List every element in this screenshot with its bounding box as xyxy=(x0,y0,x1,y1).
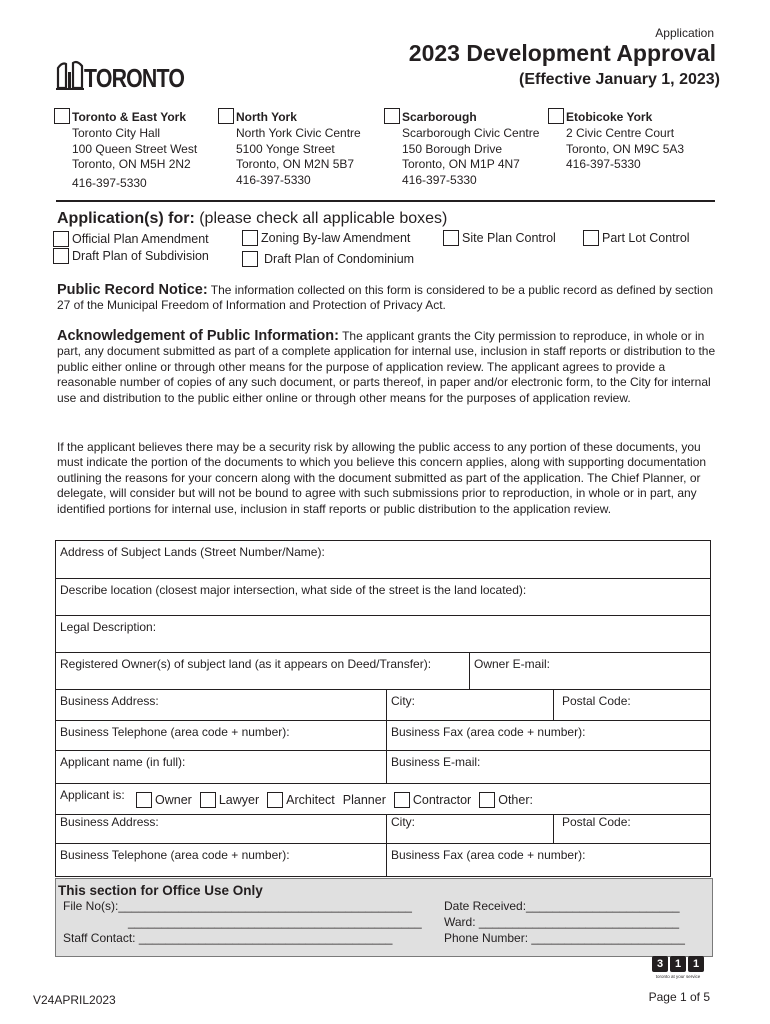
form-row-address xyxy=(56,541,710,579)
checkbox-label: Draft Plan of Condominium xyxy=(264,252,415,266)
application-for-label: Application(s) for: xyxy=(57,210,195,227)
application-for-instructions: (please check all applicable boxes) xyxy=(199,210,448,227)
city-field[interactable] xyxy=(386,690,553,720)
checkbox-label: Zoning By-law Amendment xyxy=(261,231,411,245)
field-label: Business Fax (area code + number): xyxy=(391,848,586,862)
checkbox-draft-plan-condominium[interactable] xyxy=(242,251,414,267)
business-fax-field[interactable] xyxy=(386,721,710,750)
checkbox-site-plan-control[interactable] xyxy=(443,230,556,246)
office-use-title: This section for Office Use Only xyxy=(58,883,263,898)
checkbox-label: Part Lot Control xyxy=(602,231,690,245)
office-phone: 416-397-5330 xyxy=(236,172,311,187)
office-address-line: Toronto, ON M1P 4N7 xyxy=(402,157,520,171)
field-label: Owner E-mail: xyxy=(474,657,551,671)
field-label: Business Telephone (area code + number): xyxy=(60,848,290,862)
office-address-line: Toronto, ON M2N 5B7 xyxy=(236,157,355,171)
office-address-line: Toronto City Hall xyxy=(72,126,161,140)
form-row-legal xyxy=(56,616,710,653)
form-row-business-phone xyxy=(56,721,710,751)
field-label: Applicant is: xyxy=(60,788,125,802)
checkbox-box[interactable] xyxy=(53,231,69,247)
office-name: Etobicoke York xyxy=(566,110,653,124)
field-label: Address of Subject Lands (Street Number/Name): xyxy=(60,545,325,559)
applicant-fax-field[interactable] xyxy=(386,844,710,876)
office-checkbox-etobicoke-york[interactable] xyxy=(548,108,564,124)
legal-description-field[interactable] xyxy=(56,616,710,652)
office-address-line: Toronto, ON M5H 2N2 xyxy=(72,157,191,171)
field-label: Business Fax (area code + number): xyxy=(391,725,586,739)
field-label: City: xyxy=(391,694,415,708)
page-number: Page 1 of 5 xyxy=(648,990,710,1004)
acknowledgement-notice xyxy=(57,329,717,406)
ward-field[interactable]: Ward: ______________________________ xyxy=(444,915,680,929)
field-label: Postal Code: xyxy=(562,815,631,829)
office-address-line: 5100 Yonge Street xyxy=(236,141,335,156)
public-record-notice xyxy=(57,283,717,314)
office-address-line: Toronto, ON M9C 5A3 xyxy=(566,141,685,156)
field-label: Registered Owner(s) of subject land (as it appears on Deed/Transfer): xyxy=(60,657,432,671)
checkbox-other[interactable] xyxy=(479,792,533,808)
checkbox-contractor[interactable] xyxy=(394,792,471,808)
page-title: 2023 Development Approval xyxy=(408,40,716,66)
checkbox-box[interactable] xyxy=(583,230,599,246)
acknowledgement-heading: Acknowledgement of Public Information: xyxy=(57,328,339,344)
office-phone: 416-397-5330 xyxy=(72,175,147,190)
postal-code-field[interactable] xyxy=(553,690,710,720)
office-phone: 416-397-5330 xyxy=(566,157,641,171)
owner-email-field[interactable] xyxy=(469,653,710,689)
form-row-owner xyxy=(56,653,710,690)
checkbox-label: Planner xyxy=(342,793,386,807)
city-hall-icon xyxy=(56,60,84,90)
checkbox-label: Architect xyxy=(286,793,335,807)
field-label: Business Telephone (area code + number): xyxy=(60,725,290,739)
office-address-line: 100 Queen Street West xyxy=(72,141,198,156)
field-label: Business E-mail: xyxy=(391,755,481,769)
checkbox-box[interactable] xyxy=(242,230,258,246)
office-checkbox-toronto-east-york[interactable] xyxy=(54,108,70,124)
field-label: Postal Code: xyxy=(562,694,631,708)
checkbox-box[interactable] xyxy=(443,230,459,246)
field-label: Legal Description: xyxy=(60,620,157,634)
badge-digit: 1 xyxy=(688,956,704,972)
checkbox-box[interactable] xyxy=(136,792,152,808)
version-label: V24APRIL2023 xyxy=(33,993,116,1007)
badge-digit: 1 xyxy=(670,956,686,972)
public-record-text: The information collected on this form is considered to be a public record as defined by section 27 of the Municipal Freedom of Information and Protection of Privacy Act. xyxy=(57,283,714,313)
application-form xyxy=(55,540,711,877)
business-email-field[interactable] xyxy=(386,751,710,783)
checkbox-box[interactable] xyxy=(242,251,258,267)
form-row-business-address xyxy=(56,690,710,721)
checkbox-owner[interactable] xyxy=(136,792,192,808)
owner-field[interactable] xyxy=(56,653,469,689)
phone-number-field[interactable]: Phone Number: _______________________ xyxy=(444,931,685,945)
office-checkbox-scarborough[interactable] xyxy=(384,108,400,124)
file-number-field-line2[interactable]: ____________________________________________ xyxy=(128,915,422,929)
office-address-line: North York Civic Centre xyxy=(236,126,361,140)
form-row-applicant-business-address xyxy=(56,815,710,844)
badge-tagline: toronto at your service xyxy=(655,974,701,979)
header-divider xyxy=(56,200,715,202)
application-for-heading xyxy=(57,210,447,228)
location-field[interactable] xyxy=(56,579,710,615)
form-row-applicant-phone xyxy=(56,844,710,876)
checkbox-box[interactable] xyxy=(53,248,69,264)
field-label: Business Address: xyxy=(60,694,159,708)
checkbox-part-lot-control[interactable] xyxy=(583,230,690,246)
logo-wordmark: TORONTO xyxy=(84,63,185,93)
office-address-line: Scarborough Civic Centre xyxy=(402,126,540,140)
toronto-logo xyxy=(56,60,185,96)
office-phone: 416-397-5330 xyxy=(402,172,477,187)
field-label: Describe location (closest major intersection, what side of the street is the land located): xyxy=(60,583,527,597)
security-paragraph: If the applicant believes there may be a security risk by allowing the public access to any portion of these documents, you must indicate the portion of the documents to which you believe this concern applies, along with supporting documentation outlining the reasons for your concern along with the document submitted as part of the application. The Chief Planner, or delegate, will consider but will not be bound to agree with such submissions prior to reproduction, in whole or in part, any identified portions for internal use, inclusion in staff reports or public distribution to the application review. xyxy=(57,440,707,516)
form-row-location xyxy=(56,579,710,616)
office-address-line: 2 Civic Centre Court xyxy=(566,126,675,140)
office-name: Scarborough xyxy=(402,110,477,124)
checkbox-box[interactable] xyxy=(479,792,495,808)
office-address-line: 150 Borough Drive xyxy=(402,141,503,156)
applicant-name-field[interactable] xyxy=(56,751,386,783)
applicant-type-options xyxy=(136,792,541,808)
application-label: Application xyxy=(655,26,714,40)
business-phone-field[interactable] xyxy=(56,721,386,750)
checkbox-label: Lawyer xyxy=(218,793,260,807)
date-received-field[interactable]: Date Received:_______________________ xyxy=(444,899,680,913)
field-label: Applicant name (in full): xyxy=(60,755,186,769)
business-address-field[interactable] xyxy=(56,690,386,720)
applicant-city-field[interactable] xyxy=(386,815,553,843)
office-name: Toronto & East York xyxy=(72,110,187,124)
checkbox-box[interactable] xyxy=(267,792,283,808)
field-label: Business Address: xyxy=(60,815,159,829)
checkbox-label: Official Plan Amendment xyxy=(72,232,209,246)
checkbox-label: Other: xyxy=(498,793,533,807)
checkbox-label: Contractor xyxy=(412,793,472,807)
public-record-heading: Public Record Notice: xyxy=(57,282,208,298)
checkbox-architect[interactable] xyxy=(267,792,335,808)
checkbox-lawyer[interactable] xyxy=(200,792,259,808)
checkbox-draft-plan-subdivision[interactable] xyxy=(53,248,209,264)
field-label: City: xyxy=(391,815,415,829)
checkbox-planner[interactable] xyxy=(343,793,386,807)
checkbox-label: Draft Plan of Subdivision xyxy=(72,249,209,263)
effective-date: (Effective January 1, 2023) xyxy=(519,71,720,88)
checkbox-label: Owner xyxy=(155,793,192,807)
file-number-field[interactable]: File No(s):____________________________________________ xyxy=(63,899,412,913)
form-row-applicant-name xyxy=(56,751,710,784)
applicant-phone-field[interactable] xyxy=(56,844,386,876)
checkbox-label: Site Plan Control xyxy=(462,231,556,245)
staff-contact-field[interactable]: Staff Contact: ______________________________________ xyxy=(63,931,393,945)
checkbox-box[interactable] xyxy=(394,792,410,808)
toronto-311-logo xyxy=(648,956,708,986)
badge-digit: 3 xyxy=(652,956,668,972)
applicant-postal-code-field[interactable] xyxy=(553,815,710,843)
office-name: North York xyxy=(236,110,297,124)
applicant-business-address-field[interactable] xyxy=(56,815,386,843)
form-row-applicant-is xyxy=(56,784,710,815)
checkbox-box[interactable] xyxy=(200,792,216,808)
checkbox-zoning-bylaw-amendment[interactable] xyxy=(242,230,410,246)
office-use-section xyxy=(55,878,713,957)
acknowledgement-text: The applicant grants the City permission to reproduce, in whole or in part, any document submitted as part of a complete application for internal use, inclusion in staff reports or distribution to the public either online or through other means for the purpose of application review. The applicant agrees to provide a reasonable number of copies of any such document, or parts thereof, in paper and/or electronic form, to the City for internal use and distribution to the public either online or through other means for the purposes of application review. xyxy=(57,329,716,405)
office-checkbox-north-york[interactable] xyxy=(218,108,234,124)
checkbox-official-plan-amendment[interactable] xyxy=(53,231,209,247)
address-field[interactable] xyxy=(56,541,710,578)
